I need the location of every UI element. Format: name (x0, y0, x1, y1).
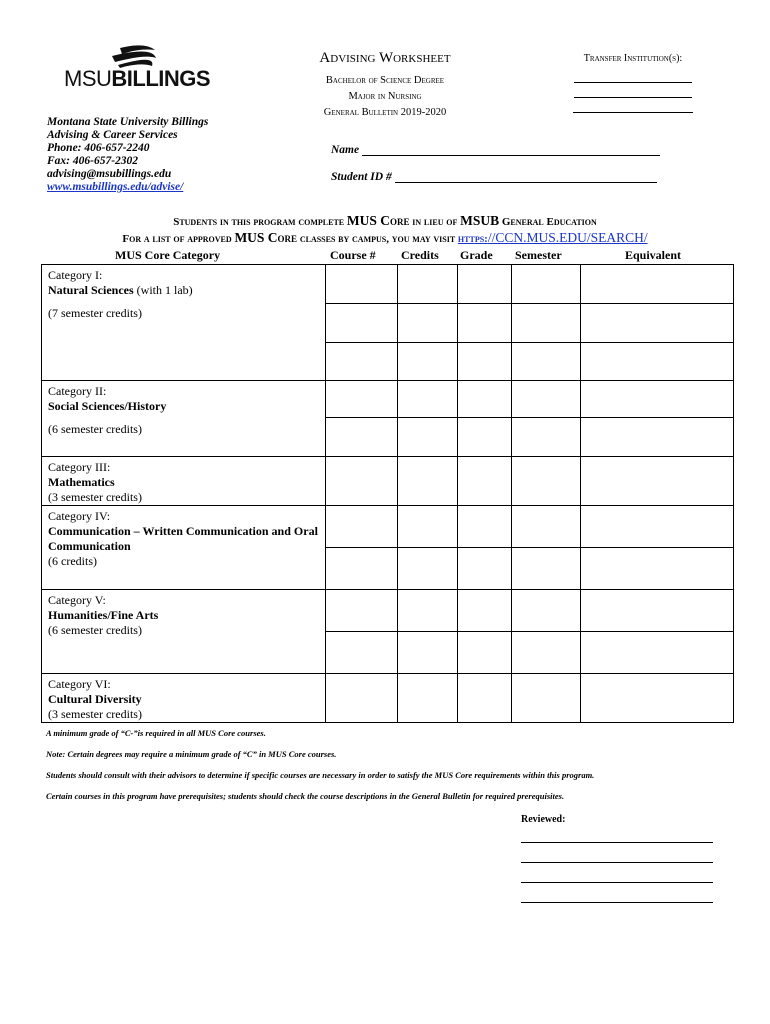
grade-input[interactable] (458, 457, 512, 506)
equivalent-input[interactable] (581, 343, 734, 381)
course-input[interactable] (326, 304, 398, 343)
equivalent-input[interactable] (581, 674, 734, 723)
semester-input[interactable] (512, 343, 581, 381)
semester-input[interactable] (512, 632, 581, 674)
mus-core-table (41, 264, 734, 723)
grade-input[interactable] (458, 674, 512, 723)
semester-input[interactable] (512, 304, 581, 343)
equivalent-input[interactable] (581, 418, 734, 457)
col-grade: Grade (460, 248, 493, 262)
category-3-cell: Category III: Mathematics (3 semester credits) (42, 457, 326, 506)
degree: Bachelor of Science Degree (325, 75, 445, 86)
credits-input[interactable] (398, 265, 458, 304)
semester-input[interactable] (512, 674, 581, 723)
semester-input[interactable] (512, 457, 581, 506)
semester-input[interactable] (512, 590, 581, 632)
equivalent-input[interactable] (581, 304, 734, 343)
category-4-cell: Category IV: Communication – Written Communication and Oral Communication (6 credits) (42, 506, 326, 590)
equivalent-input[interactable] (581, 548, 734, 590)
note-prerequisites: Certain courses in this program have prerequisites; students should check the course descriptions in the General Bulletin for required prerequisites. (46, 791, 565, 801)
col-credits: Credits (401, 248, 439, 262)
col-equivalent: Equivalent (625, 248, 682, 262)
equivalent-input[interactable] (581, 265, 734, 304)
transfer-institutions (548, 53, 718, 113)
grade-input[interactable] (458, 343, 512, 381)
col-category: MUS Core Category (115, 248, 221, 262)
note-min-grade: A minimum grade of “C-”is required in all MUS Core courses. (46, 728, 266, 738)
phone: Phone: 406-657-2240 (47, 142, 150, 154)
category-2-cell: Category II: Social Sciences/History (6 semester credits) (42, 381, 326, 457)
course-input[interactable] (326, 632, 398, 674)
course-input[interactable] (326, 381, 398, 418)
grade-input[interactable] (458, 632, 512, 674)
credits-input[interactable] (398, 418, 458, 457)
reviewed-line-2[interactable] (521, 862, 713, 863)
transfer-label: Transfer Institution(s): (583, 53, 683, 64)
semester-input[interactable] (512, 418, 581, 457)
org-name: Montana State University Billings (47, 116, 209, 128)
equivalent-input[interactable] (581, 381, 734, 418)
course-input[interactable] (326, 674, 398, 723)
grade-input[interactable] (458, 265, 512, 304)
reviewed-label: Reviewed: (521, 814, 566, 825)
bulletin: General Bulletin 2019-2020 (323, 107, 447, 118)
equivalent-input[interactable] (581, 457, 734, 506)
course-input[interactable] (326, 343, 398, 381)
course-input[interactable] (326, 548, 398, 590)
ccn-search-link[interactable]: https://CCN.MUS.EDU/SEARCH/ (457, 230, 648, 245)
equivalent-input[interactable] (581, 590, 734, 632)
credits-input[interactable] (398, 381, 458, 418)
credits-input[interactable] (398, 674, 458, 723)
name-field[interactable]: Name (331, 143, 660, 156)
page-title: Advising Worksheet (319, 50, 451, 66)
credits-input[interactable] (398, 506, 458, 548)
col-course: Course # (330, 248, 376, 262)
contact-block (47, 116, 208, 194)
credits-input[interactable] (398, 343, 458, 381)
course-input[interactable] (326, 457, 398, 506)
category-5-cell: Category V: Humanities/Fine Arts (6 semester credits) (42, 590, 326, 674)
category-1-cell: Category I: Natural Sciences (with 1 lab) (7 semester credits) (42, 265, 326, 381)
transfer-line-2[interactable] (574, 83, 692, 98)
credits-input[interactable] (398, 632, 458, 674)
equivalent-input[interactable] (581, 632, 734, 674)
semester-input[interactable] (512, 548, 581, 590)
reviewed-line-3[interactable] (521, 882, 713, 883)
category-6-cell: Category VI: Cultural Diversity (3 semester credits) (42, 674, 326, 723)
credits-input[interactable] (398, 548, 458, 590)
course-input[interactable] (326, 590, 398, 632)
semester-input[interactable] (512, 506, 581, 548)
major: Major in Nursing (348, 91, 422, 102)
reviewed-line-4[interactable] (521, 902, 713, 903)
course-input[interactable] (326, 506, 398, 548)
grade-input[interactable] (458, 304, 512, 343)
grade-input[interactable] (458, 506, 512, 548)
email: advising@msubillings.edu (47, 168, 172, 180)
mus-core-notice: Students in this program complete MUS Core in lieu of MSUB General Education For a list of approved MUS Core classes by campus, you may visit https://CCN.MUS.EDU/SEARCH/ (122, 213, 648, 245)
equivalent-input[interactable] (581, 506, 734, 548)
grade-input[interactable] (458, 548, 512, 590)
grade-input[interactable] (458, 590, 512, 632)
dept-name: Advising & Career Services (47, 129, 178, 141)
note-certain-degrees: Note: Certain degrees may require a minimum grade of “C” in MUS Core courses. (46, 749, 337, 759)
credits-input[interactable] (398, 590, 458, 632)
col-semester: Semester (515, 248, 562, 262)
reviewed-line-1[interactable] (521, 842, 713, 843)
transfer-line-1[interactable] (574, 68, 692, 83)
fax: Fax: 406-657-2302 (47, 155, 139, 167)
website-link[interactable]: www.msubillings.edu/advise/ (47, 181, 184, 193)
course-input[interactable] (326, 265, 398, 304)
logo-wordmark: MSUBILLINGS (64, 66, 211, 91)
semester-input[interactable] (512, 381, 581, 418)
credits-input[interactable] (398, 304, 458, 343)
credits-input[interactable] (398, 457, 458, 506)
student-id-field[interactable]: Student ID # (331, 170, 657, 183)
course-input[interactable] (326, 418, 398, 457)
grade-input[interactable] (458, 381, 512, 418)
grade-input[interactable] (458, 418, 512, 457)
worksheet-header (285, 50, 485, 121)
note-consult-advisors: Students should consult with their advisors to determine if specific courses are necessary in order to satisfy the MUS Core requirements within this program. (46, 770, 595, 780)
semester-input[interactable] (512, 265, 581, 304)
transfer-line-3[interactable] (573, 98, 693, 113)
